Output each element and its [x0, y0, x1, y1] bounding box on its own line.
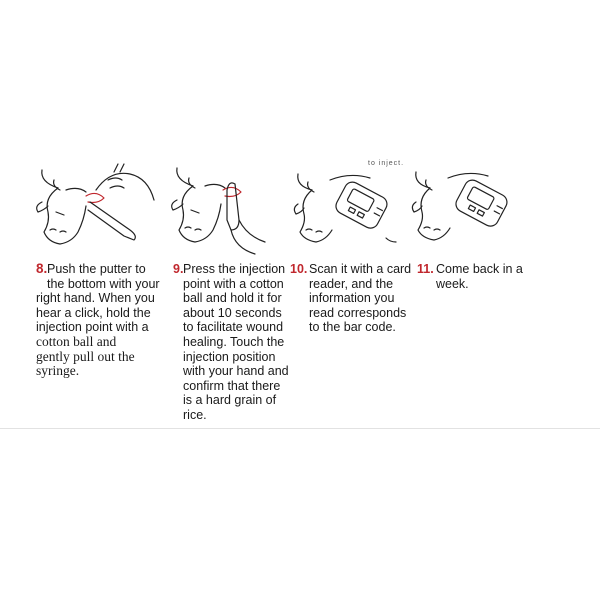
step-text-line: ball and hold it for	[183, 291, 282, 306]
step-number: 10.	[290, 262, 308, 276]
step-text-line: reader, and the	[309, 276, 394, 291]
step-text-line: hear a click, hold the	[36, 305, 151, 320]
step-text-line: point with a cotton	[183, 276, 284, 291]
step-text-line: cotton ball and	[36, 333, 117, 349]
divider-line	[0, 428, 600, 429]
step-text-line: injection point with a	[36, 320, 149, 335]
step-number: 9.	[173, 262, 184, 276]
step-text-line: syringe.	[36, 363, 80, 379]
illustration-step-11	[410, 160, 540, 260]
step-text-line: rice.	[183, 407, 207, 422]
step-text-line: Scan it with a card	[309, 262, 412, 276]
step-text-line: gently pull out the	[36, 348, 135, 364]
step-text-line: injection position	[183, 349, 276, 364]
step-text-line: Press the injection	[183, 262, 286, 276]
step-text-line: Push the putter to	[47, 262, 146, 276]
illustration-step-8	[30, 160, 160, 260]
step-text-line: read corresponds	[309, 305, 407, 320]
step-text-line: the bottom with your	[47, 276, 160, 291]
step-number: 8.	[36, 261, 48, 276]
step-text-line: about 10 seconds	[183, 305, 282, 320]
step-text-line: to facilitate wound	[183, 320, 284, 335]
cropped-caption-snippet: to inject.	[368, 160, 405, 167]
step-text-line: right hand. When you	[36, 291, 155, 306]
step-8	[36, 262, 168, 379]
step-9	[173, 262, 298, 423]
step-text-line: with your hand and	[183, 364, 289, 379]
step-10	[290, 262, 420, 335]
illustration-step-9	[165, 160, 295, 260]
illustration-step-10	[290, 160, 420, 260]
step-text-line: healing. Touch the	[183, 334, 285, 349]
step-text-line: Come back in a	[436, 262, 523, 276]
step-text-line: is a hard grain of	[183, 393, 277, 408]
step-text-line: information you	[309, 291, 395, 306]
step-11	[417, 262, 547, 291]
step-text-line: week.	[436, 276, 469, 291]
step-text-line: confirm that there	[183, 378, 281, 393]
step-number: 11.	[417, 262, 434, 276]
step-text-line: to the bar code.	[309, 320, 396, 335]
